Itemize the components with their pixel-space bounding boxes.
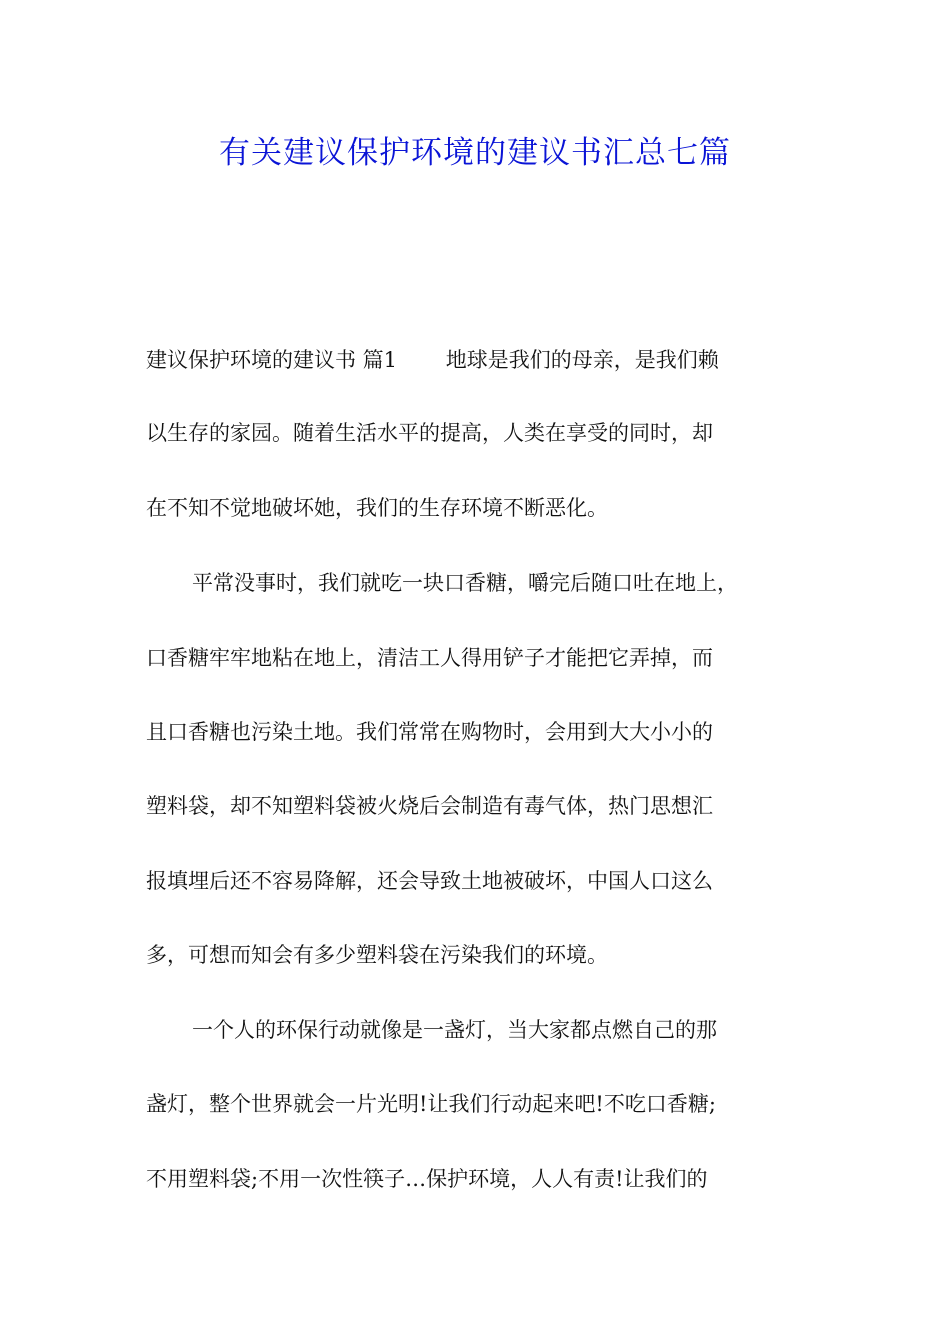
body-line-4: 平常没事时，我们就吃一块口香糖，嚼完后随口吐在地上， xyxy=(192,571,738,595)
body-line-11: 盏灯，整个世界就会一片光明!让我们行动起来吧!不吃口香糖; xyxy=(146,1092,716,1116)
body-line-2: 以生存的家园。随着生活水平的提高，人类在享受的同时，却 xyxy=(146,421,713,445)
body-line-12: 不用塑料袋;不用一次性筷子…保护环境，人人有责!让我们的 xyxy=(146,1167,708,1191)
body-line-9: 多，可想而知会有多少塑料袋在污染我们的环境。 xyxy=(146,943,608,967)
body-line-10: 一个人的环保行动就像是一盏灯，当大家都点燃自己的那 xyxy=(192,1018,717,1042)
body-line-7: 塑料袋，却不知塑料袋被火烧后会制造有毒气体，热门思想汇 xyxy=(146,794,713,818)
body-line-5: 口香糖牢牢地粘在地上，清洁工人得用铲子才能把它弄掉，而 xyxy=(146,646,713,670)
body-line-8: 报填埋后还不容易降解，还会导致土地被破坏，中国人口这么 xyxy=(146,869,713,893)
body-line-3: 在不知不觉地破坏她，我们的生存环境不断恶化。 xyxy=(146,496,608,520)
document-title: 有关建议保护环境的建议书汇总七篇 xyxy=(219,135,731,171)
body-line-1: 建议保护环境的建议书 篇1 地球是我们的母亲，是我们赖 xyxy=(146,348,719,372)
body-line-6: 且口香糖也污染土地。我们常常在购物时，会用到大大小小的 xyxy=(146,720,713,744)
